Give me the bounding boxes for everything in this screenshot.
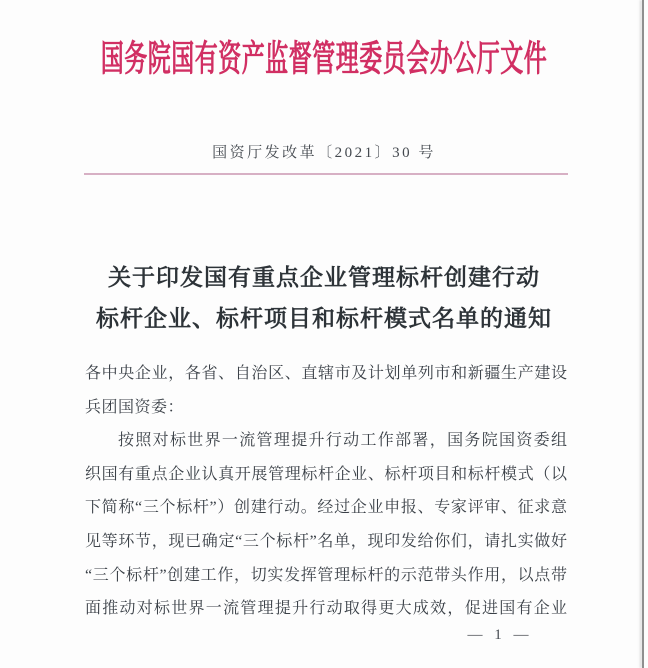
paragraph-line-6: 面推动对标世界一流管理提升行动取得更大成效，促进国有企业 <box>85 600 567 618</box>
paragraph-line-4: 见等环节，现已确定“三个标杆”名单，现印发给你们，请扎实做好 <box>85 532 567 550</box>
paragraph-line-2: 织国有重点企业认真开展管理标杆企业、标杆项目和标杆模式（以 <box>85 465 567 483</box>
document-title-line-1: 关于印发国有重点企业管理标杆创建行动 <box>108 265 540 290</box>
page-number: — 1 — <box>467 627 533 643</box>
salutation-line-2: 兵团国资委： <box>85 398 185 416</box>
document-body <box>85 357 567 626</box>
paragraph-line-5: “三个标杆”创建工作，切实发挥管理标杆的示范带头作用，以点带 <box>85 566 567 584</box>
document-title-line-2: 标杆企业、标杆项目和标杆模式名单的通知 <box>96 306 552 331</box>
red-letterhead-banner: 国务院国有资产监督管理委员会办公厅文件 <box>100 39 548 79</box>
red-divider-rule <box>84 173 568 175</box>
paragraph-line-1: 按照对标世界一流管理提升行动工作部署，国务院国资委组 <box>118 432 567 450</box>
document-title <box>0 257 648 339</box>
salutation-line-1: 各中央企业，各省、自治区、直辖市及计划单列市和新疆生产建设 <box>85 365 567 382</box>
document-number: 国资厅发改革〔2021〕30 号 <box>212 145 436 161</box>
paragraph-line-3: 下简称“三个标杆”）创建行动。经过企业申报、专家评审、征求意 <box>85 499 567 517</box>
